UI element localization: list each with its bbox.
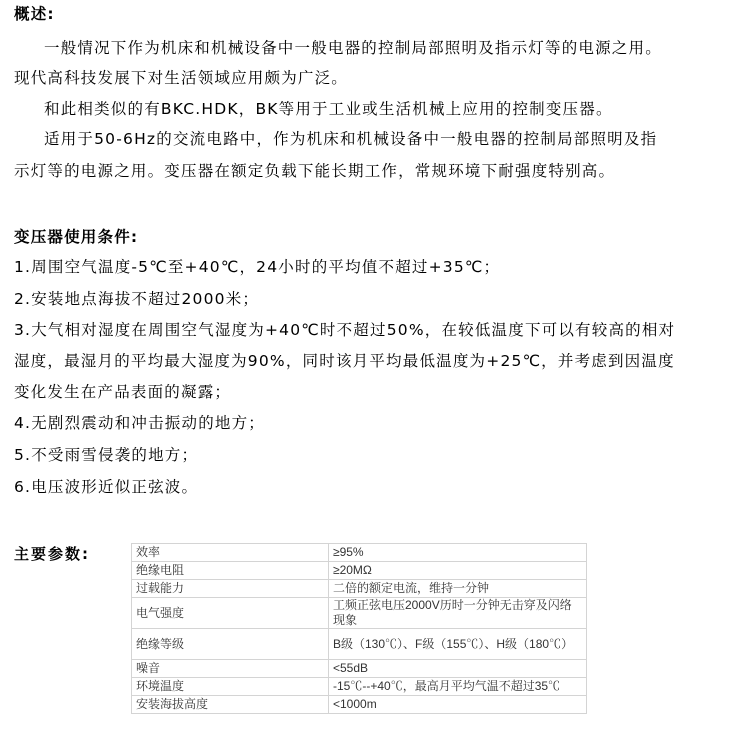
param-value: <1000m bbox=[329, 696, 587, 714]
params-table bbox=[131, 543, 587, 714]
table-row bbox=[132, 629, 587, 660]
table-row bbox=[132, 678, 587, 696]
overview-paragraph-3-line-2: 示灯等的电源之用。变压器在额定负载下能长期工作，常规环境下耐强度特别高。 bbox=[14, 162, 616, 180]
param-value: 二倍的额定电流，维持一分钟 bbox=[329, 580, 587, 598]
condition-item-3-line-2: 湿度，最湿月的平均最大湿度为90%，同时该月平均最低温度为+25℃，并考虑到因温度 bbox=[14, 352, 675, 370]
table-row bbox=[132, 562, 587, 580]
param-label: 效率 bbox=[132, 544, 329, 562]
param-label: 电气强度 bbox=[132, 598, 329, 629]
table-row bbox=[132, 544, 587, 562]
table-row bbox=[132, 660, 587, 678]
condition-item-6: 6.电压波形近似正弦波。 bbox=[14, 478, 199, 496]
param-label: 安装海拔高度 bbox=[132, 696, 329, 714]
condition-item-3-line-1: 3.大气相对湿度在周围空气湿度为+40℃时不超过50%，在较低温度下可以有较高的相对 bbox=[14, 321, 676, 339]
overview-title: 概述: bbox=[14, 5, 55, 23]
overview-paragraph-3-line-1: 适用于50-6Hz的交流电路中，作为机床和机械设备中一般电器的控制局部照明及指 bbox=[44, 130, 658, 148]
table-row bbox=[132, 598, 587, 629]
condition-item-3-line-3: 变化发生在产品表面的凝露； bbox=[14, 383, 232, 401]
param-label: 过载能力 bbox=[132, 580, 329, 598]
overview-paragraph-1-line-1: 一般情况下作为机床和机械设备中一般电器的控制局部照明及指示灯等的电源之用。 bbox=[44, 39, 662, 57]
param-label: 绝缘等级 bbox=[132, 629, 329, 660]
param-value: <55dB bbox=[329, 660, 587, 678]
param-value: ≥20MΩ bbox=[329, 562, 587, 580]
table-row bbox=[132, 580, 587, 598]
param-label: 绝缘电阻 bbox=[132, 562, 329, 580]
overview-paragraph-2: 和此相类似的有BKC.HDK，BK等用于工业或生活机械上应用的控制变压器。 bbox=[44, 100, 613, 118]
param-value: ≥95% bbox=[329, 544, 587, 562]
table-row bbox=[132, 696, 587, 714]
param-label: 噪音 bbox=[132, 660, 329, 678]
condition-item-4: 4.无剧烈震动和冲击振动的地方； bbox=[14, 414, 265, 432]
condition-item-1: 1.周围空气温度-5℃至+40℃，24小时的平均值不超过+35℃； bbox=[14, 258, 501, 276]
condition-item-2: 2.安装地点海拔不超过2000米； bbox=[14, 290, 260, 308]
param-label: 环境温度 bbox=[132, 678, 329, 696]
conditions-title: 变压器使用条件: bbox=[14, 228, 139, 246]
param-value: 工频正弦电压2000V历时一分钟无击穿及闪络现象 bbox=[329, 598, 587, 629]
params-title: 主要参数: bbox=[14, 545, 90, 563]
param-value: -15℃--+40℃，最高月平均气温不超过35℃ bbox=[329, 678, 587, 696]
condition-item-5: 5.不受雨雪侵袭的地方； bbox=[14, 446, 199, 464]
param-value: B级（130℃）、F级（155℃）、H级（180℃） bbox=[329, 629, 587, 660]
overview-paragraph-1-line-2: 现代高科技发展下对生活领域应用颇为广泛。 bbox=[14, 69, 349, 87]
